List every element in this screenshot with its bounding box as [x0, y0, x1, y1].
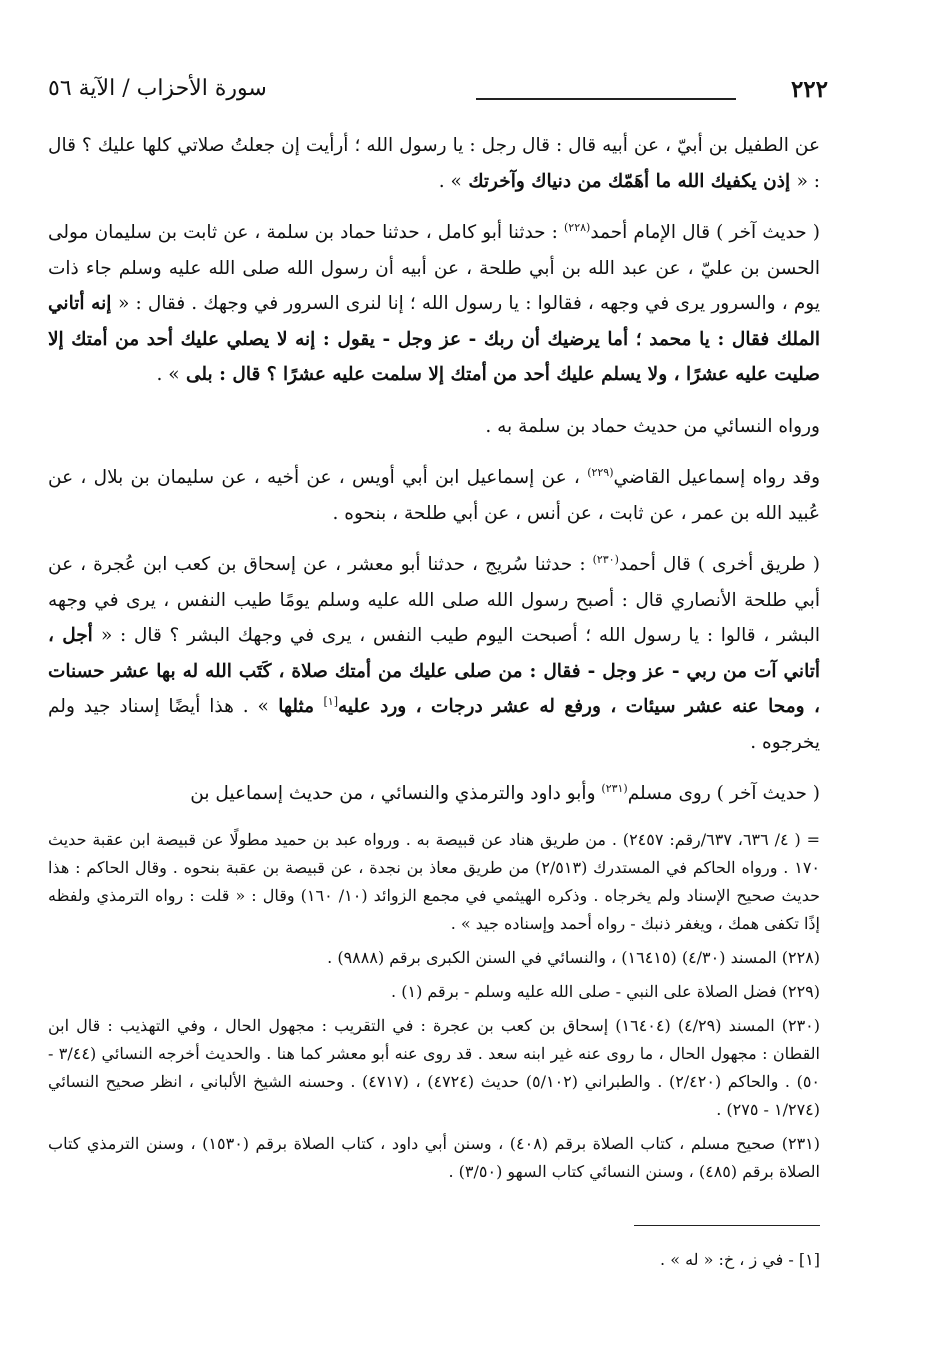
text-span: عن الطفيل بن أبيّ ، عن أبيه قال : قال رجل : يا رسول الله ؛ أرأيت إن جعلتُ صلاتي كلها عليك ؟ قال : «: [48, 135, 820, 192]
text-span: : حدثنا سُريج ، حدثنا أبو معشر ، عن إسحاق بن كعب ابن عُجرة ، عن أبي طلحة الأنصاري قال : أصبح رسول الله صلى الله عليه وسلم يومًا طيب النفس ، يرى في وجهه البشر ، قالوا : يا رسول الله ؛ أصبحت اليوم طيب النفس ، يرى في وجهك البشر ؟ قال : «: [48, 554, 820, 646]
running-header: [48, 76, 828, 116]
paragraph-5: [48, 547, 820, 760]
hadith-quote: إنه أتاني الملك فقال : يا محمد ؛ أما يرضيك أن ربك - عز وجل - يقول : إنه لا يصلي عليك أحد من أمتك إلا صليت عليه عشرًا ، ولا يسلم عليك أحد من أمتك إلا سلمت عليه عشرًا ؟ قال : بلى: [48, 293, 820, 385]
text-span: » .: [156, 364, 180, 385]
footnote-continued: = ( ٤/ ٦٣٦، ٦٣٧/رقم: ٢٤٥٧) . من طريق هناد عن قبيصة به . ورواه عبد بن حميد مطولًا عن قبيصة ابن عقبة حديث ١٧٠ . ورواه الحاكم في المستدرك (٢/٥١٣) من طريق معاذ بن نجدة ، عن قبيصة بن عقبة بنحوه . وقال الحاكم : هذا حديث صحيح الإسناد ولم يخرجاه . وذكره الهيثمي في مجمع الزوائد (١٠/ ١٦٠) وقال : « قلت : رواه الترمذي ولفظه إذًا تكفى همك ، ويغفر ذنبك - رواه أحمد وإسناده جيد » .: [48, 830, 821, 933]
header-rule: [476, 98, 736, 100]
paragraph-2: [48, 215, 820, 393]
main-text: [48, 128, 820, 828]
footnote-230: (٢٣٠) المسند (٤/٢٩) (١٦٤٠٤) إسحاق بن كعب بن عجرة : في التقريب : مجهول الحال ، وفي التهذيب : قال ابن القطان : مجهول الحال ، ما روى عنه غير ابنه سعد . قد روى عنه أبو معشر كما هنا . والحديث أخرجه النسائي (٣/٤٤ - ٥٠) . والحاكم (٢/٤٢٠) . والطبراني (٥/١٠٢) حديث (٤٧٢٤) ، (٤٧١٧) . وحسنه الشيخ الألباني ، انظر صحيح النسائي (١/٢٧٤ - ٢٧٥) .: [48, 1016, 821, 1119]
text-span: ، عن إسماعيل ابن أبي أويس ، عن أخيه ، عن سليمان بن بلال ، عن عُبيد الله بن عمر ، عن ثابت ، عن أنس ، عن أبي طلحة ، بنحوه .: [48, 467, 820, 524]
footnote-231: (٢٣١) صحيح مسلم ، كتاب الصلاة برقم (٤٠٨) ، وسنن أبي داود ، كتاب الصلاة برقم (١٥٣٠) ، وسنن الترمذي كتاب الصلاة برقم (٤٨٥) ، وسنن النسائي كتاب السهو (٣/٥٠) .: [48, 1134, 820, 1181]
hadith-quote: إذن يكفيك الله ما أهَمّك من دنياك وآخرتك: [461, 170, 797, 192]
footnote-ref-231[interactable]: (٢٣١): [601, 781, 628, 795]
text-span: وقد رواه إسماعيل القاضي: [613, 467, 821, 488]
editorial-note-rule: [634, 1225, 820, 1226]
text-span: ( طريق أخرى ) قال أحمد: [618, 554, 821, 575]
page-number: ٢٢٢: [790, 76, 828, 103]
footnote-ref-230[interactable]: (٢٣٠): [592, 552, 619, 566]
paragraph-4: [48, 460, 820, 531]
paragraph-1: [48, 128, 820, 199]
paragraph-3: [48, 409, 820, 445]
footnote-229: (٢٢٩) فضل الصلاة على النبي - صلى الله عليه وسلم - برقم (١) .: [391, 982, 820, 1001]
editorial-note: [١] - في ز ، خ: « له » .: [660, 1250, 820, 1269]
footnote-228: (٢٢٨) المسند (٤/٣٠) (١٦٤١٥) ، والنسائي في السنن الكبرى برقم (٩٨٨٨) .: [327, 948, 820, 967]
text-span: » . هذا أيضًا إسناد جيد ولم يخرجوه .: [48, 696, 820, 753]
text-span: : حدثنا أبو كامل ، حدثنا حماد بن سلمة ، عن ثابت بن سليمان مولى الحسن بن عليّ ، عن عبد الله بن أبي طلحة ، عن أبيه أن رسول الله صلى الله عليه وسلم جاء ذات يوم ، والسرور يرى في وجهه ، فقالوا : يا رسول الله ؛ إنا لنرى السرور في وجهك . فقال : «: [48, 222, 820, 314]
text-span: وأبو داود والترمذي والنسائي ، من حديث إسماعيل بن: [190, 783, 602, 804]
hadith-quote: أجل ، أتاني آت من ربي - عز وجل - فقال : من صلى عليك من أمتك صلاة ، كَتَب الله له بها عشر حسنات ، ومحا عنه عشر سيئات ، ورفع له عشر درجات ، ورد عليه: [48, 625, 820, 717]
paragraph-6: [48, 776, 820, 812]
text-span: » .: [438, 170, 462, 192]
hadith-quote: مثلها: [268, 696, 324, 717]
edit-note-ref[interactable]: [١]: [323, 694, 338, 708]
text-span: ( حديث آخر ) روى مسلم: [627, 783, 820, 804]
text-span: ورواه النسائي من حديث حماد بن سلمة به .: [485, 415, 820, 437]
footnote-ref-228[interactable]: (٢٢٨): [563, 220, 591, 234]
text-span: ( حديث آخر ) قال الإمام أحمد: [590, 222, 820, 243]
running-title: سورة الأحزاب / الآية ٥٦: [48, 76, 267, 101]
footnotes: [48, 826, 820, 1192]
footnote-ref-229[interactable]: (٢٢٩): [587, 465, 614, 479]
